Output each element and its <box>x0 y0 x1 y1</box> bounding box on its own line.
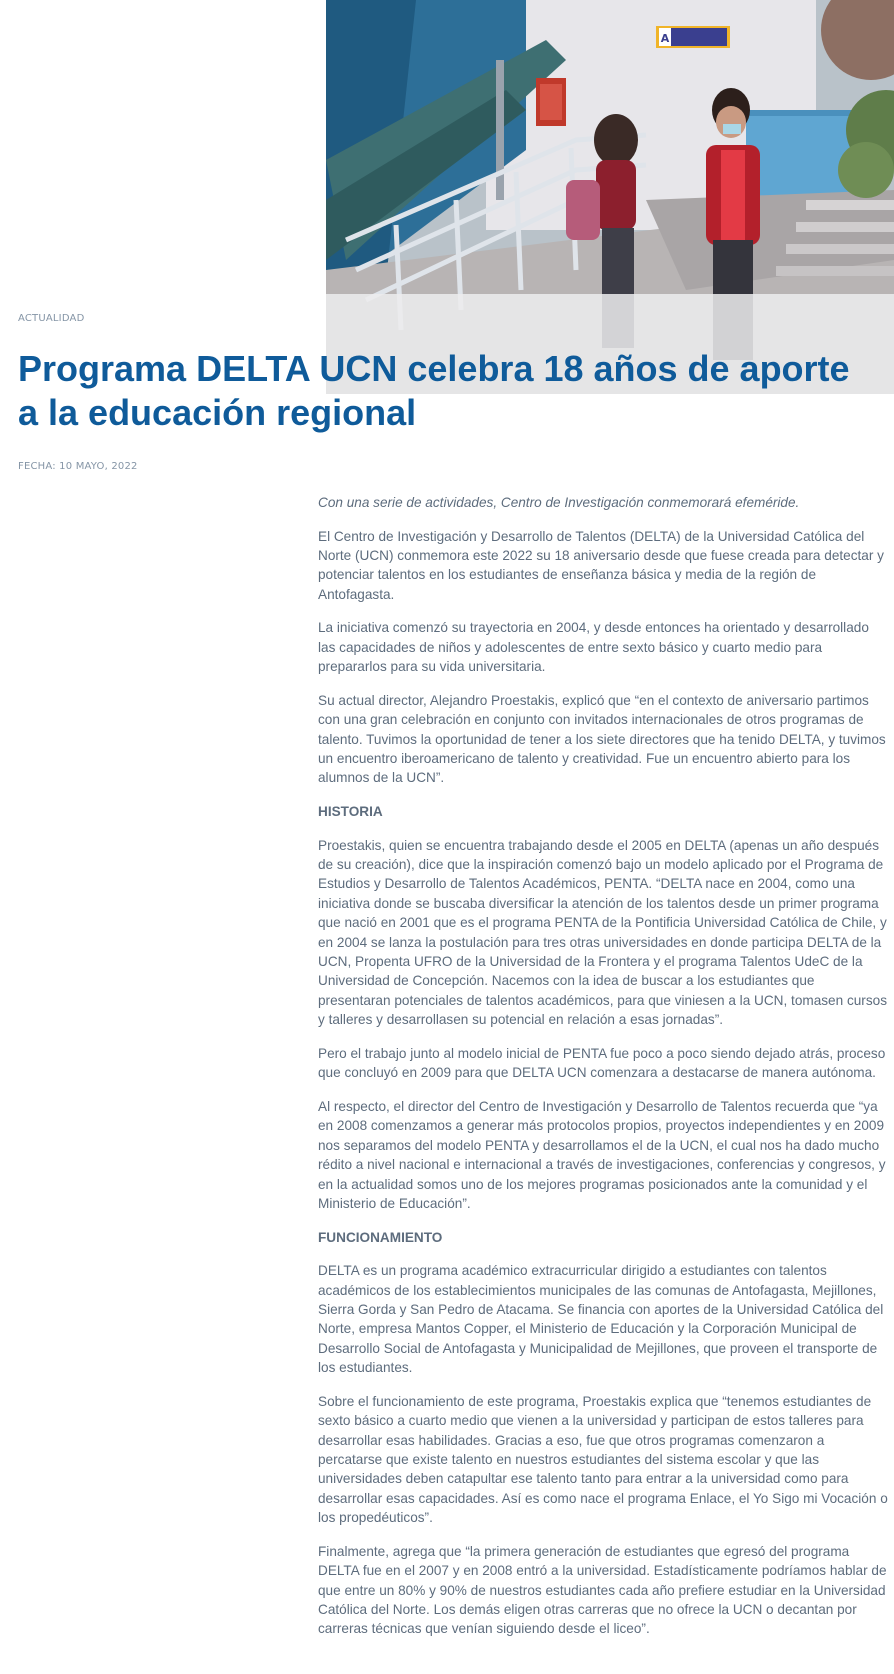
sign-letter: A <box>660 32 670 45</box>
paragraph: Su actual director, Alejandro Proestakis, explicó que “en el contexto de aniversario partimos con una gran celebración en conjunto con invitados internacionales de otros programas de talento. Tuvimos la oportunidad de tener a los siete directores que ha tenido DELTA, y tuvimos un encuentro iberoamericano de talento y creatividad. Fue un encuentro abierto para los alumnos de la UCN”. <box>318 692 886 786</box>
paragraph: Al respecto, el director del Centro de Investigación y Desarrollo de Talentos recuerda que “ya en 2008 comenzamos a generar más protocolos propios, proyectos independientes y en 2009 nos separamos del modelo PENTA y desarrollamos el de la UCN, el cual nos ha dado mucho rédito a nivel nacional e internacional a través de investigaciones, conferencias y congresos, y en la actualidad somos uno de los mejores programas posicionados ante la comunidad y el Ministerio de Educación”. <box>318 1098 886 1211</box>
article-body <box>318 493 890 1653</box>
section-heading-funcionamiento: FUNCIONAMIENTO <box>318 1229 443 1245</box>
paragraph: La iniciativa comenzó su trayectoria en 2004, y desde entonces ha orientado y desarrollado las capacidades de niños y adolescentes de entre sexto básico y cuarto medio para prepararlos para su vida universitaria. <box>318 620 869 675</box>
paragraph: Pero el trabajo junto al modelo inicial de PENTA fue poco a poco siendo dejado atrás, proceso que concluyó en 2009 para que DELTA UCN comenzara a destacarse de manera autónoma. <box>318 1045 886 1081</box>
section-heading-historia: HISTORIA <box>318 804 383 820</box>
building-sign <box>656 26 730 48</box>
article-date: FECHA: 10 MAYO, 2022 <box>18 461 138 472</box>
paragraph: DELTA es un programa académico extracurricular dirigido a estudiantes con talentos académicos de los establecimientos municipales de las comunas de Antofagasta, Mejillones, Sierra Gorda y San Pedro de Atacama. Se financia con aportes de la Universidad Católica del Norte, empresa Mantos Copper, el Ministerio de Educación y la Corporación Municipal de Desarrollo Social de Antofagasta y Municipalidad de Mejillones, que proveen el transporte de los estudiantes. <box>318 1263 884 1376</box>
paragraph: El Centro de Investigación y Desarrollo de Talentos (DELTA) de la Universidad Católica del Norte (UCN) conmemora este 2022 su 18 aniversario desde que fuese creada para detectar y potenciar talentos en los estudiantes de enseñanza básica y media de la región de Antofagasta. <box>318 528 884 602</box>
article-category[interactable]: ACTUALIDAD <box>18 313 85 324</box>
article-lead: Con una serie de actividades, Centro de Investigación conmemorará efeméride. <box>318 495 800 510</box>
hero-image <box>326 0 894 394</box>
paragraph: Sobre el funcionamiento de este programa, Proestakis explica que “tenemos estudiantes de sexto básico a cuarto medio que vienen a la universidad y participan de estos talleres para desarrollar esas habilidades. Gracias a eso, fue que otros programas comenzaron a percatarse que existe talento en nuestros estudiantes del sistema escolar y que las universidades deben catapultar ese talento tanto para entrar a la universidad como para desarrollar esas capacidades. Así es como nace el programa Enlace, el Yo Sigo mi Vocación o los propedéuticos”. <box>318 1393 888 1526</box>
paragraph: Finalmente, agrega que “la primera generación de estudiantes que egresó del programa DELTA fue en el 2007 y en 2008 entró a la universidad. Estadísticamente podríamos hablar de que entre un 80% y 90% de nuestros estudiantes cada año prefiere estudiar en la Universidad Católica del Norte. Los demás eligen otras carreras que no ofrece la UCN o decantan por carreras técnicas que venían siguiendo desde el liceo”. <box>318 1543 887 1637</box>
paragraph: Proestakis, quien se encuentra trabajando desde el 2005 en DELTA (apenas un año después de su creación), dice que la inspiración comenzó bajo un modelo aplicado por el Programa de Estudios y Desarrollo de Talentos Académicos, PENTA. “DELTA nace en 2004, como una iniciativa donde se buscaba diversificar la atención de los talentos desde un primer programa que nació en 2001 que es el programa PENTA de la Pontificia Universidad Católica de Chile, y en 2004 se lanza la postulación para tres otras universidades en donde participa DELTA de la UCN, Propenta UFRO de la Universidad de la Frontera y el programa Talentos UdeC de la Universidad de Concepción. Nacemos con la idea de buscar a los estudiantes que presentaran potenciales de talentos académicos, para que viniesen a la UCN, tomasen cursos y talleres y desarrollasen su potencial en relación a esas jornadas”. <box>318 837 887 1028</box>
article-title: Programa DELTA UCN celebra 18 años de aporte a la educación regional <box>18 348 850 433</box>
